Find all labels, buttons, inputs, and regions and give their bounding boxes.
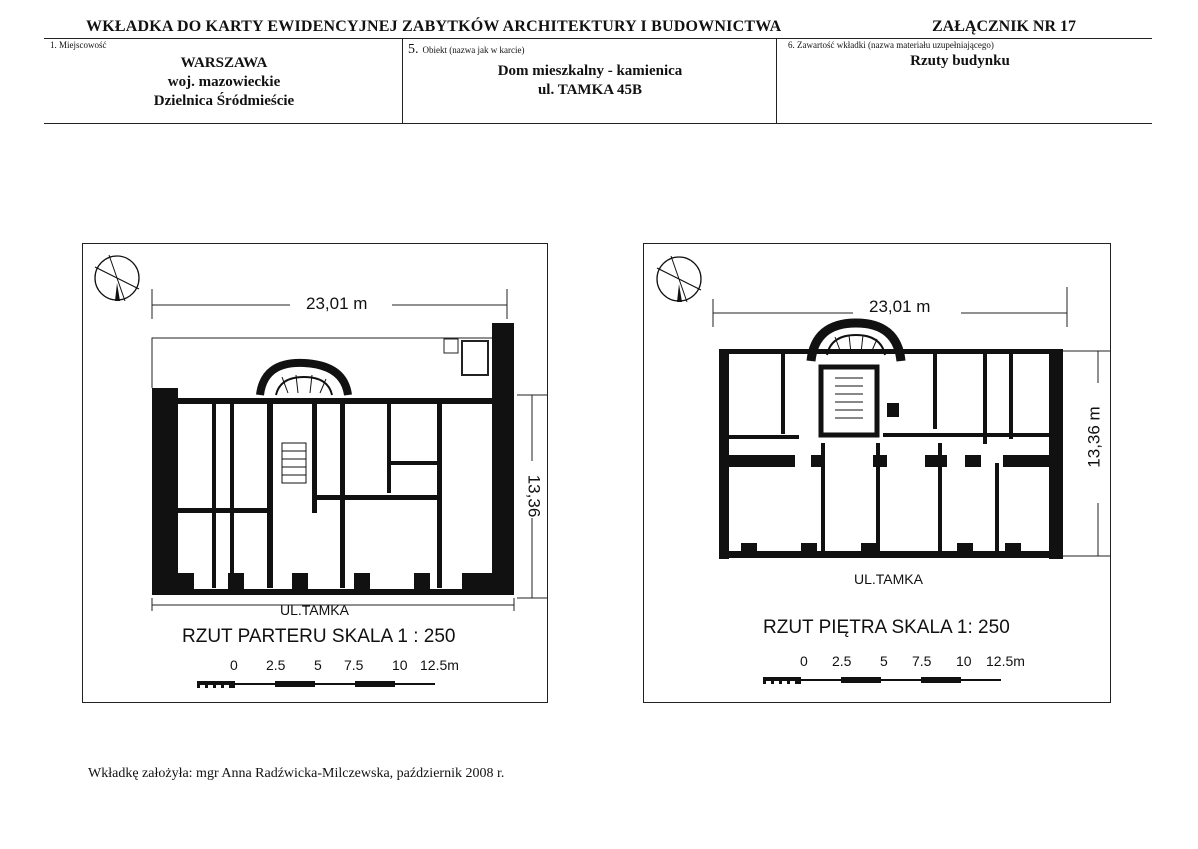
cell-divider — [402, 39, 403, 123]
author-note: Wkładkę założyła: mgr Anna Radźwicka-Milczewska, październik 2008 r. — [88, 766, 505, 781]
ground-floor-scale-labels: 0 2.5 5 7.5 10 12.5m — [230, 657, 459, 673]
upper-floor-title: RZUT PIĘTRA SKALA 1: 250 — [763, 617, 1010, 638]
upper-floor-width-dim: 23,01 m — [869, 297, 931, 316]
locality-value — [104, 54, 344, 111]
object-label — [408, 40, 524, 58]
content-value — [860, 52, 1060, 71]
content-name: Rzuty budynku — [910, 53, 1010, 69]
upper-floor-scale-bar — [763, 677, 1001, 684]
object-value — [440, 62, 740, 100]
north-arrow-icon — [95, 255, 139, 301]
object-name: Dom mieszkalny - kamienica — [497, 63, 683, 79]
object-label-number: 5. — [408, 42, 419, 57]
document-title: WKŁADKA DO KARTY EWIDENCYJNEJ ZABYTKÓW ARCHITEKTURY I BUDOWNICTWA — [86, 18, 782, 35]
ground-floor-scale-bar — [197, 681, 435, 688]
upper-floor-street: UL.TAMKA — [854, 571, 923, 587]
upper-floor-depth-dim: 13,36 m — [1084, 406, 1104, 468]
form-bottom-rule — [44, 123, 1152, 124]
upper-floor-scale-labels: 0 2.5 5 7.5 10 12.5m — [800, 653, 1025, 669]
content-label: 6. Zawartość wkładki (nazwa materiału uzupełniającego) — [788, 40, 994, 50]
ground-floor-street: UL.TAMKA — [280, 602, 349, 618]
locality-label: 1. Miejscowość — [50, 40, 107, 50]
object-address: ul. TAMKA 45B — [537, 82, 643, 98]
header-rule — [44, 38, 1152, 39]
north-arrow-icon — [657, 256, 701, 302]
annex-number: ZAŁĄCZNIK NR 17 — [932, 18, 1077, 35]
ground-floor-width-dim: 23,01 m — [306, 294, 368, 313]
locality-city: WARSZAWA — [180, 55, 268, 71]
ground-floor-title: RZUT PARTERU SKALA 1 : 250 — [182, 626, 456, 647]
locality-district: Dzielnica Śródmieście — [153, 93, 295, 109]
ground-floor-depth-dim: 13,36 — [524, 474, 544, 518]
object-label-text: Obiekt (nazwa jak w karcie) — [422, 45, 525, 55]
cell-divider — [776, 39, 777, 123]
locality-voivodeship: woj. mazowieckie — [167, 74, 281, 90]
